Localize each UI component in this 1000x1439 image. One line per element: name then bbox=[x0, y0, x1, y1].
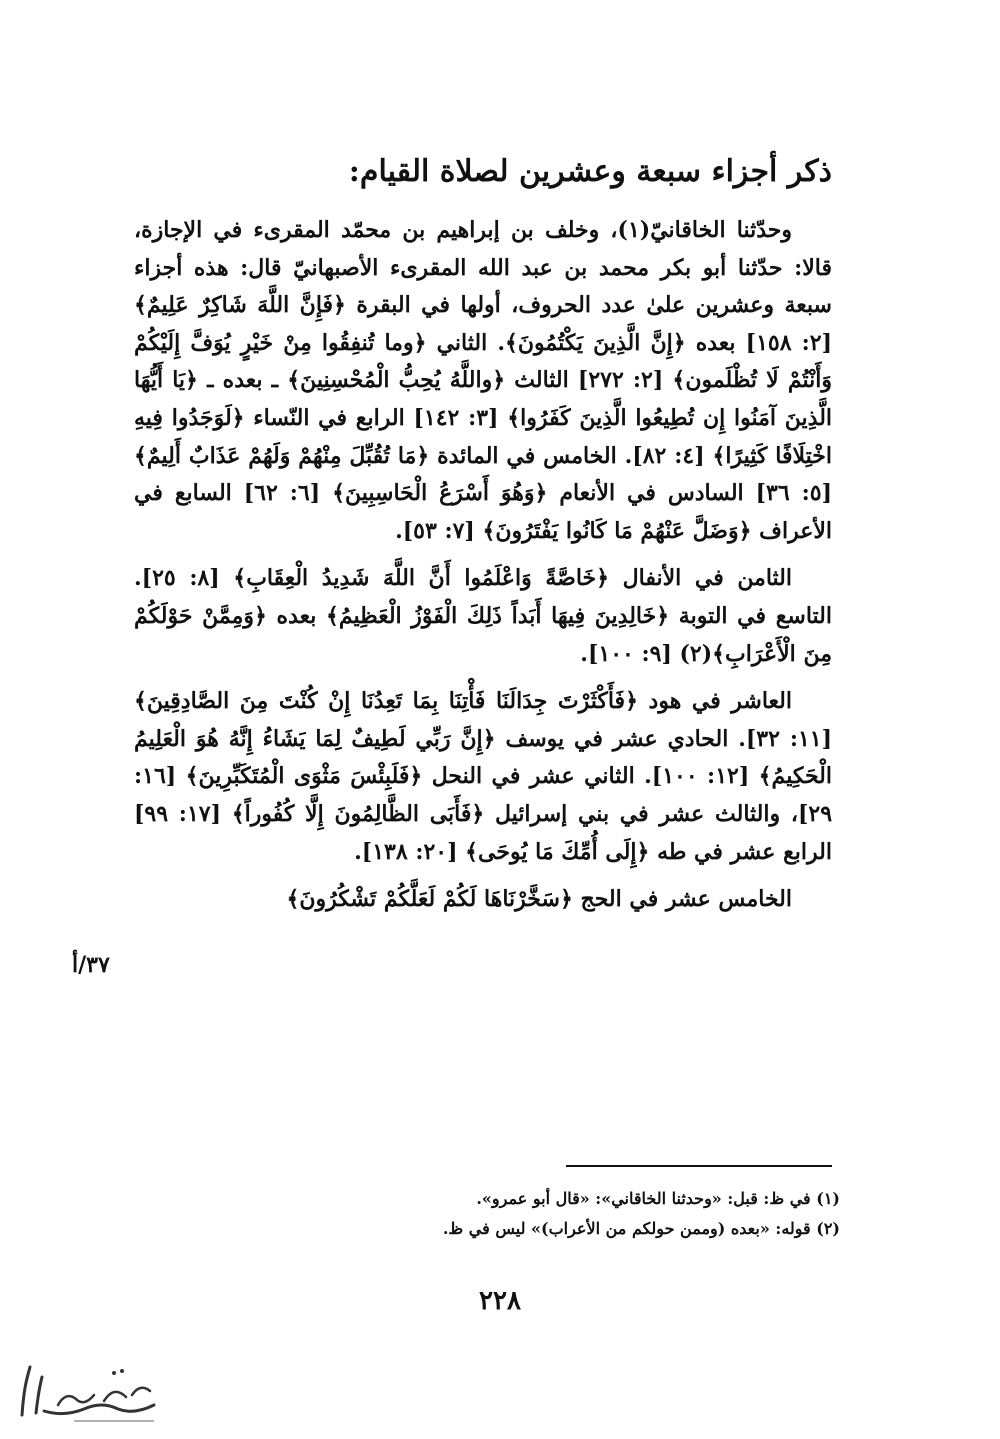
paragraph-2: الثامن في الأنفال ﴿خَاصَّةً وَاعْلَمُوا أَنَّ اللَّهَ شَدِيدُ الْعِقَابِ﴾ [٨: ٢٥]. التاسع في التوبة ﴿خَالِدِينَ فِيهَا أَبَداً ذَلِكَ الْفَوْزُ الْعَظِيمُ﴾ بعده ﴿وَمِمَّنْ حَوْلَكُمْ مِنَ الْأَعْرَابِ﴾(٢) [٩: ١٠٠]. bbox=[134, 565, 832, 667]
footnote-divider bbox=[566, 1165, 832, 1167]
page-number: ٢٢٨ bbox=[479, 1286, 521, 1316]
footnote-1: (١) في ظ: قبل: «وحدثنا الخاقاني»: «قال أبو عمرو». bbox=[476, 1189, 840, 1208]
footnote-2: (٢) قوله: «بعده (وممن حولكم من الأعراب)» ليس في ظ. bbox=[442, 1219, 840, 1238]
footnotes bbox=[134, 1184, 840, 1244]
calligraphy-seal-logo bbox=[14, 1355, 164, 1425]
paragraph-4: الخامس عشر في الحج ﴿سَخَّرْنَاهَا لَكُمْ لَعَلَّكُمْ تَشْكُرُونَ﴾ bbox=[286, 886, 792, 913]
section-heading: ذكر أجزاء سبعة وعشرين لصلاة القيام: bbox=[348, 154, 832, 189]
main-text bbox=[134, 212, 832, 919]
manuscript-folio-marker: ٣٧/أ bbox=[72, 952, 110, 978]
paragraph-3: العاشر في هود ﴿فَأَكْثَرْتَ جِدَالَنَا فَأْتِنَا بِمَا تَعِدُنَا إِنْ كُنْتَ مِنَ الصَّادِقِينَ﴾ [١١: ٣٢]. الحادي عشر في يوسف ﴿إِنَّ رَبِّي لَطِيفٌ لِمَا يَشَاءُ إِنَّهُ هُوَ الْعَلِيمُ الْحَكِيمُ﴾ [١٢: ١٠٠]. الثاني عشر في النحل ﴿فَلَبِئْسَ مَثْوَى الْمُتَكَبِّرِينَ﴾ [١٦: ٢٩]، والثالث عشر في بني إسرائيل ﴿فَأَبَى الظَّالِمُونَ إِلَّا كُفُوراً﴾ [١٧: ٩٩] الرابع عشر في طه ﴿إِلَى أُمِّكَ مَا يُوحَى﴾ [٢٠: ١٣٨]. bbox=[134, 688, 833, 865]
paragraph-1: وحدّثنا الخاقانيّ(١)، وخلف بن إبراهيم بن محمّد المقرىء في الإجازة، قالا: حدّثنا أبو بكر محمد بن عبد الله المقرىء الأصبهانيّ قال: هذه أجزاء سبعة وعشرين علىٰ عدد الحروف، أولها في البقرة ﴿فَإِنَّ اللَّهَ شَاكِرٌ عَلِيمٌ﴾ [٢: ١٥٨] بعده ﴿إِنَّ الَّذِينَ يَكْتُمُونَ﴾. الثاني ﴿وما تُنفِقُوا مِنْ خَيْرٍ يُوَفَّ إِلَيْكُمْ وَأَنْتُمْ لَا تُظْلَمون﴾ [٢: ٢٧٢] الثالث ﴿واللَّهُ يُحِبُّ الْمُحْسِنِينَ﴾ ـ بعده ـ ﴿يَا أَيُّهَا الَّذِينَ آمَنُوا إِن تُطِيعُوا الَّذِينَ كَفَرُوا﴾ [٣: ١٤٢] الرابع في النّساء ﴿لَوَجَدُوا فِيهِ اخْتِلَافًا كَثِيرًا﴾ [٤: ٨٢]. الخامس في المائدة ﴿مَا تُقُبِّلَ مِنْهُمْ وَلَهُمْ عَذَابٌ أَلِيمٌ﴾ [٥: ٣٦] السادس في الأنعام ﴿وَهُوَ أَسْرَعُ الْحَاسِبِينَ﴾ [٦: ٦٢] السابع في الأعراف ﴿وَضَلَّ عَنْهُمْ مَا كَانُوا يَفْتَرُونَ﴾ [٧: ٥٣]. bbox=[134, 217, 833, 544]
